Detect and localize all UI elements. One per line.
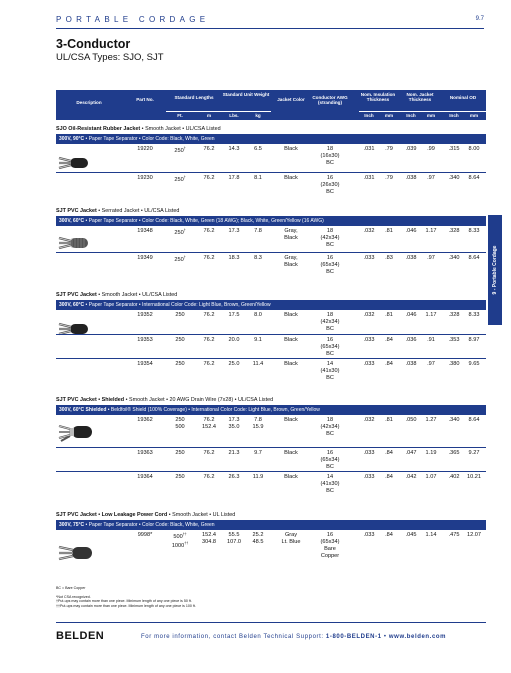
weight-lbs: 18.3	[228, 255, 240, 261]
length-ft: 250	[175, 337, 185, 343]
jacket-color: Black	[284, 146, 298, 152]
insulation-inch: .033	[363, 532, 375, 538]
part-number: 9998*	[137, 532, 153, 538]
footer-divider	[56, 622, 486, 623]
weight-kg: 9.1	[254, 337, 262, 343]
jacket-inch: .046	[405, 228, 417, 234]
insulation-mm: .81	[385, 417, 393, 423]
cable-image	[58, 154, 88, 172]
length-m: 152.4 304.8	[202, 532, 216, 545]
length-m: 76.2	[203, 228, 215, 234]
insulation-inch: .033	[363, 337, 375, 343]
weight-kg: 8.1	[254, 175, 262, 181]
part-number: 19364	[137, 474, 153, 480]
weight-lbs: 21.3	[228, 450, 240, 456]
length-m: 76.2 152.4	[202, 417, 216, 430]
unit-label: Inch	[449, 113, 459, 118]
od-inch: .328	[448, 228, 460, 234]
weight-kg: 6.5	[254, 146, 262, 152]
od-inch: .340	[448, 255, 460, 261]
conductor-awg: 16 (65x34) Bare Copper	[320, 532, 340, 559]
weight-kg: 9.7	[254, 450, 262, 456]
conductor-awg: 18 (42x34) BC	[320, 417, 340, 437]
jacket-mm: .99	[427, 146, 435, 152]
length-ft: 500†† 1000††	[171, 532, 189, 549]
od-mm: 8.33	[468, 312, 480, 318]
footnote: BC = Bare Copper	[56, 586, 86, 590]
cable-image	[58, 421, 92, 443]
weight-lbs: 25.0	[228, 361, 240, 367]
section-title: SJT PVC Jacket • Serrated Jacket • UL/CSA Listed	[56, 208, 180, 214]
length-m: 76.2	[203, 312, 215, 318]
insulation-inch: .033	[363, 474, 375, 480]
table-row	[56, 471, 486, 505]
conductor-awg: 16 (26x30) BC	[320, 175, 340, 195]
jacket-color: Black	[284, 312, 298, 318]
length-m: 76.2	[203, 450, 215, 456]
weight-lbs: 17.3 35.0	[228, 417, 240, 430]
jacket-mm: 1.27	[425, 417, 437, 423]
belden-logo: BELDEN	[56, 630, 105, 642]
unit-label: Lbs.	[229, 113, 239, 118]
unit-label: Ft.	[177, 113, 183, 118]
jacket-inch: .050	[405, 417, 417, 423]
table-row	[56, 447, 486, 471]
weight-lbs: 55.5 107.0	[227, 532, 241, 545]
jacket-mm: .91	[427, 337, 435, 343]
od-mm: 8.64	[468, 255, 480, 261]
table-row	[56, 529, 486, 576]
insulation-mm: .84	[385, 337, 393, 343]
length-ft: 250	[175, 312, 185, 318]
od-inch: .402	[448, 474, 460, 480]
section-name: PORTABLE CORDAGE	[56, 15, 210, 24]
od-mm: 10.21	[467, 474, 481, 480]
col-nom-insulation: Nom. Insulation Thickness	[360, 92, 396, 103]
side-tab	[488, 215, 502, 325]
length-ft: 250†	[174, 255, 186, 263]
table-row	[56, 225, 486, 252]
table-row	[56, 414, 486, 447]
conductor-awg: 18 (16x30) BC	[320, 146, 340, 166]
jacket-mm: 1.19	[425, 450, 437, 456]
weight-kg: 8.3	[254, 255, 262, 261]
unit-label: Inch	[406, 113, 416, 118]
footer-contact: For more information, contact Belden Technical Support: 1-800-BELDEN-1 • www.belden.com	[141, 634, 447, 640]
od-mm: 8.33	[468, 228, 480, 234]
length-m: 76.2	[203, 255, 215, 261]
insulation-mm: .84	[385, 450, 393, 456]
length-m: 76.2	[203, 474, 215, 480]
col-description: Description	[76, 100, 102, 105]
length-ft: 250 500	[175, 417, 185, 430]
insulation-inch: .033	[363, 361, 375, 367]
jacket-inch: .038	[405, 361, 417, 367]
conductor-awg: 14 (41x30) BC	[320, 474, 340, 494]
weight-lbs: 26.3	[228, 474, 240, 480]
jacket-inch: .038	[405, 175, 417, 181]
unit-label: Inch	[364, 113, 374, 118]
part-number: 19349	[137, 255, 153, 261]
unit-label: mm	[384, 113, 394, 118]
table-row	[56, 309, 486, 334]
footnote: †Put-ups may contain more than one piece. Minimum length of any one piece is 50 ft.	[56, 599, 192, 604]
jacket-color: Black	[284, 337, 298, 343]
weight-lbs: 14.3	[228, 146, 240, 152]
unit-label: mm	[469, 113, 479, 118]
insulation-inch: .032	[363, 228, 375, 234]
od-mm: 8.00	[468, 146, 480, 152]
od-inch: .475	[448, 532, 460, 538]
section-spec-bar: 300V, 75°C • Paper Tape Separator • Color Code: Black, White, Green	[56, 520, 486, 529]
insulation-mm: .84	[385, 361, 393, 367]
weight-kg: 7.8 15.9	[252, 417, 264, 430]
unit-label: m	[206, 113, 212, 118]
conductor-awg: 16 (65x34) BC	[320, 337, 340, 357]
conductor-awg: 18 (42x34) BC	[320, 312, 340, 332]
section-title: SJT PVC Jacket • Low Leakage Power Cord • Smooth Jacket • UL Listed	[56, 512, 236, 518]
section-spec-bar: 300V, 90°C • Paper Tape Separator • Color Code: Black, White, Green	[56, 134, 486, 143]
length-m: 76.2	[203, 175, 215, 181]
part-number: 19362	[137, 417, 153, 423]
page-number: 9.7	[475, 16, 484, 22]
section-spec-bar: 300V, 60°C • Paper Tape Separator • International Color Code: Light Blue, Brown, Green/Yellow	[56, 300, 486, 309]
jacket-inch: .047	[405, 450, 417, 456]
od-mm: 8.64	[468, 175, 480, 181]
section-title: SJT PVC Jacket • Smooth Jacket • UL/CSA Listed	[56, 292, 178, 298]
jacket-inch: .042	[405, 474, 417, 480]
col-std-lengths: Standard Lengths	[174, 95, 214, 100]
conductor-awg: 18 (42x34) BC	[320, 228, 340, 248]
weight-kg: 8.0	[254, 312, 262, 318]
od-mm: 8.64	[468, 417, 480, 423]
insulation-inch: .032	[363, 312, 375, 318]
insulation-mm: .79	[385, 146, 393, 152]
section-spec-bar: 300V, 60°C • Paper Tape Separator • Color Code: Black, White, Green (18 AWG); Black, White, Green/Yellow (16 AWG)	[56, 216, 486, 225]
jacket-color: Black	[284, 417, 298, 423]
od-inch: .353	[448, 337, 460, 343]
jacket-mm: 1.14	[425, 532, 437, 538]
part-number: 19220	[137, 146, 153, 152]
jacket-inch: .046	[405, 312, 417, 318]
support-phone[interactable]: 1-800-BELDEN-1	[325, 634, 382, 640]
part-number: 19230	[137, 175, 153, 181]
insulation-inch: .033	[363, 255, 375, 261]
conductor-awg: 14 (41x30) BC	[320, 361, 340, 381]
section-title: SJO Oil-Resistant Rubber Jacket • Smooth Jacket • UL/CSA Listed	[56, 126, 221, 132]
od-inch: .340	[448, 175, 460, 181]
weight-lbs: 17.3	[228, 228, 240, 234]
col-jacket-color: Jacket Color	[277, 97, 305, 102]
insulation-mm: .83	[385, 255, 393, 261]
jacket-mm: .97	[427, 255, 435, 261]
conductor-awg: 16 (65x34) BC	[320, 450, 340, 470]
od-inch: .328	[448, 312, 460, 318]
jacket-mm: 1.17	[425, 312, 437, 318]
length-m: 76.2	[203, 337, 215, 343]
length-ft: 250	[175, 450, 185, 456]
footnote: ††Put-ups may contain more than one piece. Minimum length of any one piece is 100 ft.	[56, 604, 196, 609]
length-m: 76.2	[203, 146, 215, 152]
weight-kg: 7.8	[254, 228, 262, 234]
weight-lbs: 20.0	[228, 337, 240, 343]
page-subtitle: UL/CSA Types: SJO, SJT	[56, 52, 164, 63]
jacket-mm: .97	[427, 361, 435, 367]
jacket-color: Black	[284, 474, 298, 480]
length-m: 76.2	[203, 361, 215, 367]
unit-label: mm	[426, 113, 436, 118]
jacket-color: Black	[284, 450, 298, 456]
insulation-mm: .84	[385, 474, 393, 480]
od-mm: 12.07	[467, 532, 481, 538]
col-conductor: Conductor AWG (stranding)	[312, 95, 348, 106]
table-row	[56, 143, 486, 172]
table-row	[56, 334, 486, 358]
insulation-mm: .81	[385, 312, 393, 318]
od-mm: 8.97	[468, 337, 480, 343]
weight-lbs: 17.5	[228, 312, 240, 318]
od-inch: .380	[448, 361, 460, 367]
section-spec-bar: 300V, 60°C Shielded • Beldfoil® Shield (100% Coverage) • International Color Code: Light Blue, Brown, Green/Yellow	[56, 405, 486, 414]
jacket-color: Gray, Black	[284, 228, 298, 241]
footnote: *Not CSA recognized.	[56, 594, 91, 599]
side-tab-label: 9 - Portable Cordage	[492, 245, 498, 295]
part-number: 19352	[137, 312, 153, 318]
page-header	[56, 15, 484, 29]
footnotes	[56, 586, 196, 609]
part-number: 19353	[137, 337, 153, 343]
cable-image	[58, 234, 88, 252]
weight-lbs: 17.8	[228, 175, 240, 181]
jacket-color: Black	[284, 175, 298, 181]
part-number: 19354	[137, 361, 153, 367]
jacket-inch: .038	[405, 255, 417, 261]
header-divider	[166, 111, 271, 112]
od-mm: 9.65	[468, 361, 480, 367]
col-nominal-od: Nominal OD	[449, 95, 477, 100]
header-divider	[359, 111, 486, 112]
part-number: 19363	[137, 450, 153, 456]
col-nom-jacket: Nom. Jacket Thickness	[406, 92, 434, 103]
length-ft: 250	[175, 361, 185, 367]
jacket-inch: .039	[405, 146, 417, 152]
weight-kg: 11.9	[252, 474, 264, 480]
col-part-no: Part No.	[136, 97, 154, 102]
insulation-inch: .031	[363, 175, 375, 181]
insulation-inch: .031	[363, 146, 375, 152]
table-row	[56, 172, 486, 202]
jacket-mm: 1.07	[425, 474, 437, 480]
jacket-mm: 1.17	[425, 228, 437, 234]
insulation-mm: .84	[385, 532, 393, 538]
table-row	[56, 252, 486, 284]
insulation-mm: .81	[385, 228, 393, 234]
website-link[interactable]: www.belden.com	[388, 634, 447, 640]
od-mm: 9.27	[468, 450, 480, 456]
jacket-inch: .045	[405, 532, 417, 538]
unit-label: kg	[255, 113, 261, 118]
length-ft: 250	[175, 474, 185, 480]
jacket-mm: .97	[427, 175, 435, 181]
jacket-color: Gray Lt. Blue	[281, 532, 301, 545]
insulation-inch: .032	[363, 417, 375, 423]
length-ft: 250†	[174, 146, 186, 154]
length-ft: 250†	[174, 175, 186, 183]
jacket-color: Gray, Black	[284, 255, 298, 268]
od-inch: .340	[448, 417, 460, 423]
insulation-mm: .79	[385, 175, 393, 181]
weight-kg: 25.2 48.5	[252, 532, 264, 545]
insulation-inch: .033	[363, 450, 375, 456]
jacket-color: Black	[284, 361, 298, 367]
od-inch: .315	[448, 146, 460, 152]
part-number: 19348	[137, 228, 153, 234]
table-row	[56, 358, 486, 389]
conductor-awg: 16 (65x34) BC	[320, 255, 340, 275]
page-title: 3-Conductor	[56, 37, 131, 51]
col-std-weight: Standard Unit Weight	[222, 92, 270, 97]
section-title: SJT PVC Jacket • Shielded • Smooth Jacket • 20 AWG Drain Wire (7x28) • UL/CSA Listed	[56, 397, 274, 403]
length-ft: 250†	[174, 228, 186, 236]
cable-image	[58, 542, 92, 564]
table-header	[56, 90, 486, 120]
od-inch: .365	[448, 450, 460, 456]
jacket-inch: .036	[405, 337, 417, 343]
weight-kg: 11.4	[252, 361, 264, 367]
